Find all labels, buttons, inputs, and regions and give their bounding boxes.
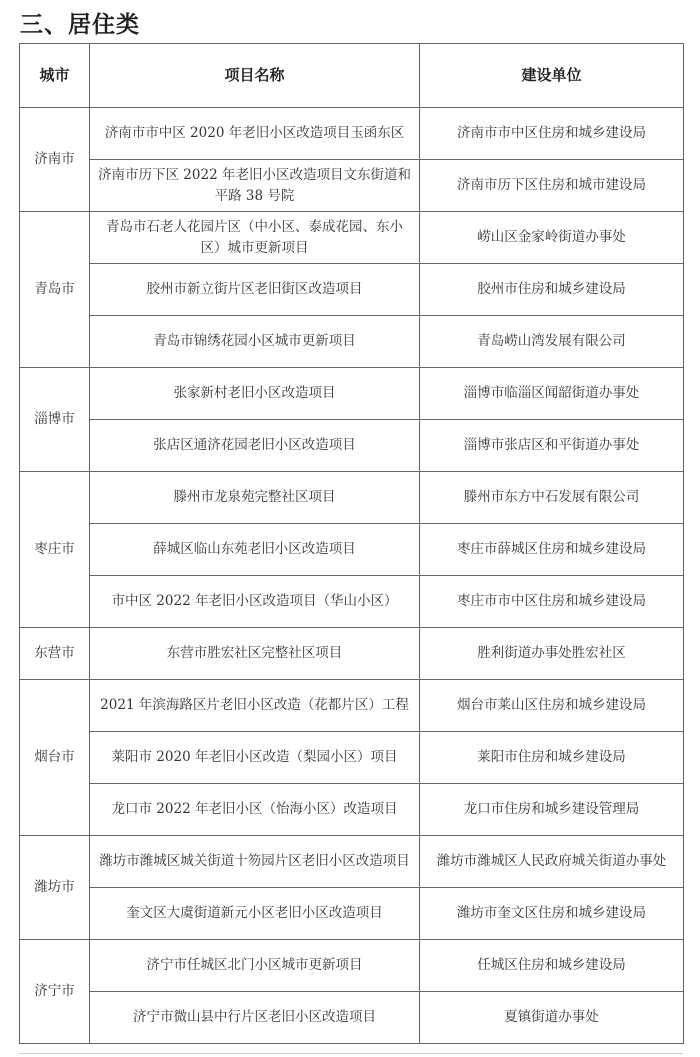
project-name-cell: 薛城区临山东苑老旧小区改造项目 — [90, 524, 420, 576]
table-row — [20, 992, 684, 1044]
construction-unit-cell: 崂山区金家岭街道办事处 — [420, 212, 684, 264]
project-name-cell: 奎文区大虞街道新元小区老旧小区改造项目 — [90, 888, 420, 940]
project-name-cell: 2021 年滨海路区片老旧小区改造（花都片区）工程 — [90, 680, 420, 732]
project-name-cell: 青岛市锦绣花园小区城市更新项目 — [90, 316, 420, 368]
table-row — [20, 108, 684, 160]
project-name-cell: 滕州市龙泉苑完整社区项目 — [90, 472, 420, 524]
construction-unit-cell: 任城区住房和城乡建设局 — [420, 940, 684, 992]
project-name-cell: 济南市市中区 2020 年老旧小区改造项目玉函东区 — [90, 108, 420, 160]
city-cell: 济宁市 — [20, 940, 90, 1044]
city-cell: 济南市 — [20, 108, 90, 212]
table-row — [20, 264, 684, 316]
city-cell: 青岛市 — [20, 212, 90, 368]
city-cell: 潍坊市 — [20, 836, 90, 940]
table-row — [20, 368, 684, 420]
construction-unit-cell: 滕州市东方中石发展有限公司 — [420, 472, 684, 524]
construction-unit-cell: 枣庄市薛城区住房和城乡建设局 — [420, 524, 684, 576]
construction-unit-cell: 胜利街道办事处胜宏社区 — [420, 628, 684, 680]
projects-table — [19, 43, 684, 1044]
table-row — [20, 680, 684, 732]
project-name-cell: 莱阳市 2020 年老旧小区改造（梨园小区）项目 — [90, 732, 420, 784]
table-row — [20, 420, 684, 472]
project-name-cell: 龙口市 2022 年老旧小区（怡海小区）改造项目 — [90, 784, 420, 836]
construction-unit-cell: 烟台市莱山区住房和城乡建设局 — [420, 680, 684, 732]
table-row — [20, 784, 684, 836]
bottom-divider — [19, 1053, 683, 1054]
project-name-cell: 济南市历下区 2022 年老旧小区改造项目文东街道和平路 38 号院 — [90, 160, 420, 212]
project-name-cell: 青岛市石老人花园片区（中小区、泰成花园、东小区）城市更新项目 — [90, 212, 420, 264]
project-name-cell: 市中区 2022 年老旧小区改造项目（华山小区） — [90, 576, 420, 628]
table-row — [20, 160, 684, 212]
table-row — [20, 524, 684, 576]
table-row — [20, 316, 684, 368]
table-row — [20, 940, 684, 992]
construction-unit-cell: 济南市历下区住房和城市建设局 — [420, 160, 684, 212]
construction-unit-cell: 龙口市住房和城乡建设管理局 — [420, 784, 684, 836]
table-row — [20, 472, 684, 524]
section-title: 三、居住类 — [20, 12, 140, 38]
header-unit: 建设单位 — [420, 44, 684, 108]
construction-unit-cell: 济南市市中区住房和城乡建设局 — [420, 108, 684, 160]
header-city: 城市 — [20, 44, 90, 108]
construction-unit-cell: 枣庄市市中区住房和城乡建设局 — [420, 576, 684, 628]
construction-unit-cell: 胶州市住房和城乡建设局 — [420, 264, 684, 316]
table-row — [20, 628, 684, 680]
city-cell: 枣庄市 — [20, 472, 90, 628]
project-name-cell: 济宁市任城区北门小区城市更新项目 — [90, 940, 420, 992]
table-header-row — [20, 44, 684, 108]
table-row — [20, 732, 684, 784]
construction-unit-cell: 淄博市张店区和平街道办事处 — [420, 420, 684, 472]
project-name-cell: 张家新村老旧小区改造项目 — [90, 368, 420, 420]
table-body — [20, 108, 684, 1044]
construction-unit-cell: 夏镇街道办事处 — [420, 992, 684, 1044]
city-cell: 东营市 — [20, 628, 90, 680]
project-name-cell: 胶州市新立街片区老旧街区改造项目 — [90, 264, 420, 316]
city-cell: 烟台市 — [20, 680, 90, 836]
project-name-cell: 张店区通济花园老旧小区改造项目 — [90, 420, 420, 472]
table-row — [20, 836, 684, 888]
table-row — [20, 212, 684, 264]
table-row — [20, 888, 684, 940]
project-name-cell: 济宁市微山县中行片区老旧小区改造项目 — [90, 992, 420, 1044]
construction-unit-cell: 青岛崂山湾发展有限公司 — [420, 316, 684, 368]
construction-unit-cell: 莱阳市住房和城乡建设局 — [420, 732, 684, 784]
project-name-cell: 潍坊市潍城区城关街道十笏园片区老旧小区改造项目 — [90, 836, 420, 888]
construction-unit-cell: 淄博市临淄区闻韶街道办事处 — [420, 368, 684, 420]
project-name-cell: 东营市胜宏社区完整社区项目 — [90, 628, 420, 680]
city-cell: 淄博市 — [20, 368, 90, 472]
construction-unit-cell: 潍坊市潍城区人民政府城关街道办事处 — [420, 836, 684, 888]
table-row — [20, 576, 684, 628]
header-project: 项目名称 — [90, 44, 420, 108]
construction-unit-cell: 潍坊市奎文区住房和城乡建设局 — [420, 888, 684, 940]
